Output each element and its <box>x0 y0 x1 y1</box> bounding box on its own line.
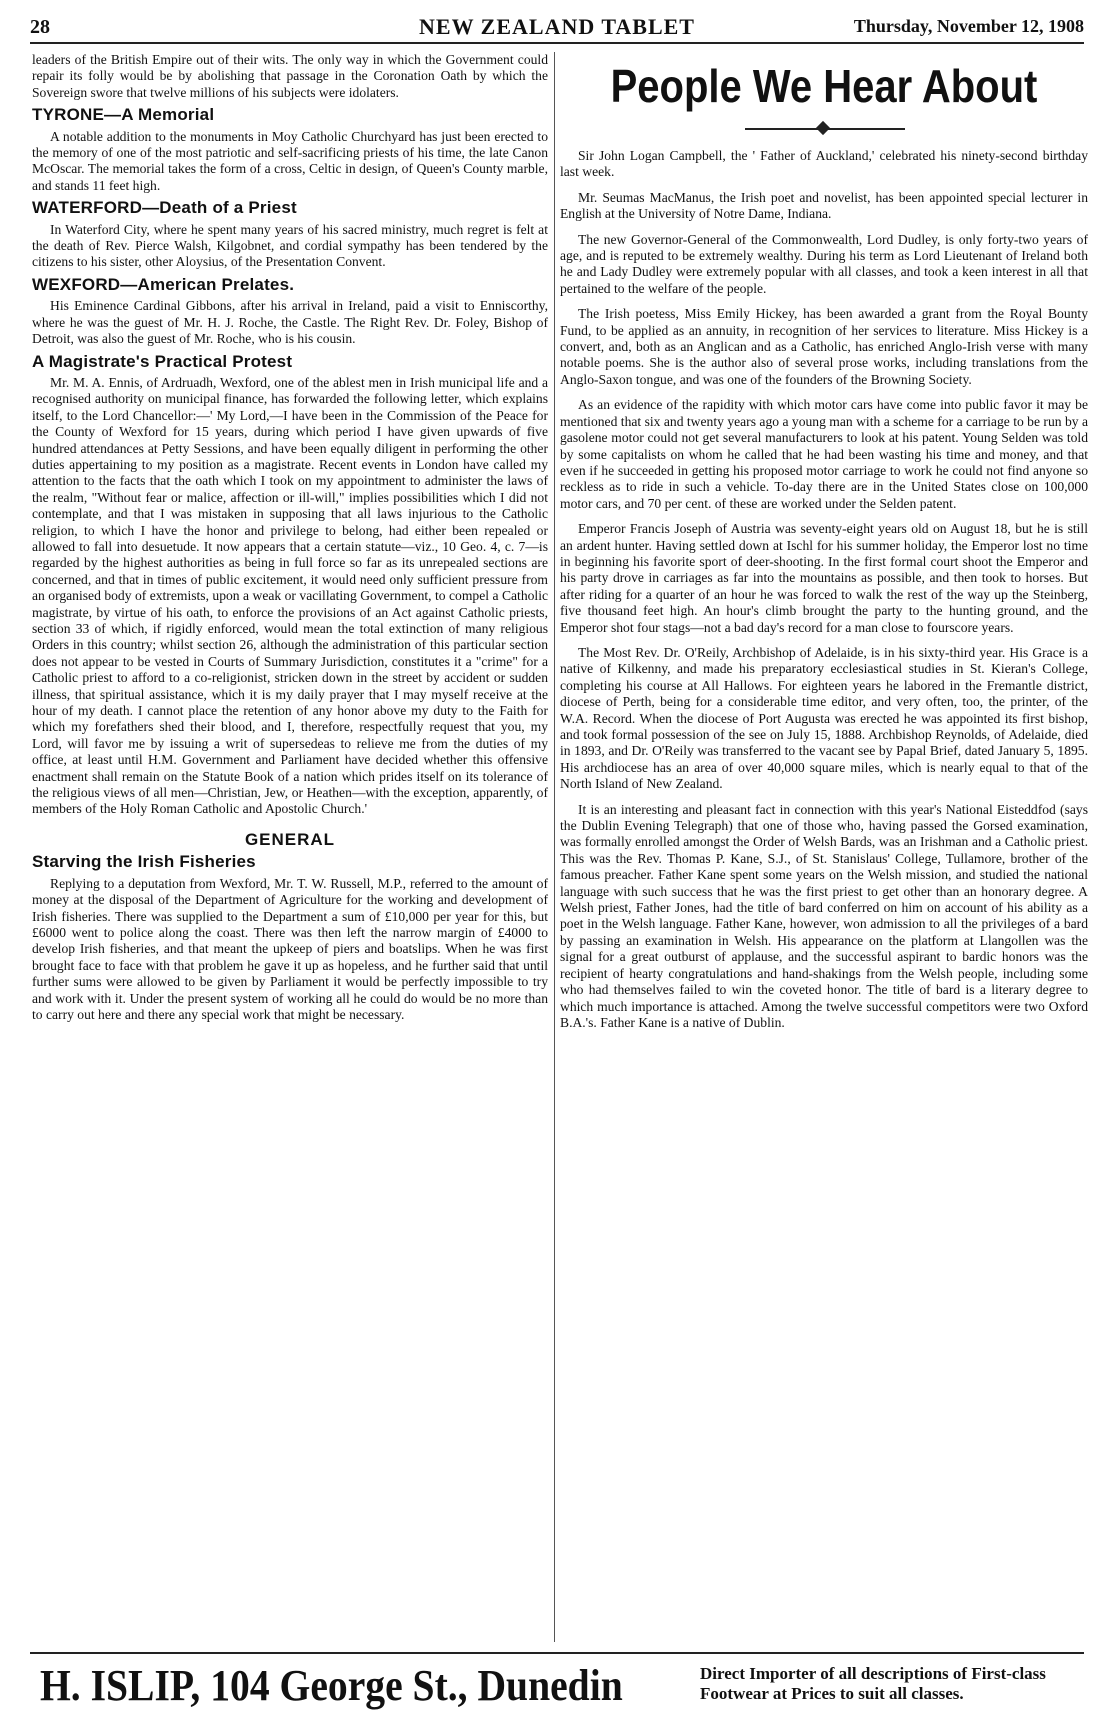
news-item: Emperor Francis Joseph of Austria was seventy-eight years old on August 18, but he is still an ardent hunter. Having settled down at Ischl for his summer holiday, the Emperor lost no time in beginning his favorite sport of deer-shooting. In the first formal court shoot the Emperor and his party drove in carriages as far into the mountains as possible, and then took to horses. But after riding for a quarter of an hour he was forced to walk the rest of the way up the Steinberg, five thousand feet high. An hour's climb brought the party to the hunting ground, and the Emperor shot four stags—not a bad day's record for a man close to fourscore years. <box>560 521 1088 635</box>
wexford-text: His Eminence Cardinal Gibbons, after his arrival in Ireland, paid a visit to Enniscorthy, where he was the guest of Mr. H. J. Roche, the Castle. The Right Rev. Dr. Foley, Bishop of Detroit, was also the guest of Mr. Roche, who is his cousin. <box>32 298 548 347</box>
news-item: As an evidence of the rapidity with which motor cars have come into public favor it may be mentioned that six and twenty years ago a young man with a scheme for a carriage to be run by a gasolene motor could not get several manufacturers to look at his patent. Young Selden was told by some capitalists on whom he called that he had been wasting his time and money, and that even if he succeeded in getting his proposed motor carriage to work he could not find anyone so reckless as to ride in such a vehicle. To-day there are in the United States close on 100,000 motor cars, and 70 per cent. of these are worked under the Selden patent. <box>560 397 1088 511</box>
news-item: The Most Rev. Dr. O'Reily, Archbishop of Adelaide, is in his sixty-third year. His Grace is a native of Kilkenny, and made his preparatory ecclesiastical studies in St. Kieran's College, completing his course at All Hallows. For eighteen years he labored in the Fremantle district, diocese of Perth, being for a considerable time editor, and very often, too, the printer, of the W.A. Record. When the diocese of Port Augusta was erected he was appointed its first bishop, and took formal possession of the see on July 15, 1888. Archbishop Reynolds, of Adelaide, died in 1893, and Dr. O'Reily was transferred to the vacant see by Papal Brief, dated January 5, 1895. His archdiocese has an area of over 40,000 square miles, which is nearly equal to that of the North Island of New Zealand. <box>560 644 1088 792</box>
title-ornament <box>560 122 1088 134</box>
magistrate-text: Mr. M. A. Ennis, of Ardruadh, Wexford, one of the ablest men in Irish municipal life and a recognised authority on municipal finance, has forwarded the following letter, which explains itself, to the Lord Chancellor:—' My Lord,—I have been in the Commission of the Peace for the County of Wexford for 15 years, during which period I have given upwards of five hundred attendances at Petty Sessions, and have been equally diligent in performing the other duties appertaining to my position as a magistrate. Recent events in London have called my attention to the facts that the oath which I took on my appointment to administer the laws of the realm, "Without fear or malice, affection or ill-will," implies possibilities which I did not contemplate, and that I was mistaken in supposing that all laws injurious to the Catholic religion, to which I have the honor and privilege to belong, had either been repealed or allowed to fall into desuetude. It now appears that a certain statute—viz., 10 Geo. 4, c. 7—is regarded by the highest authorities as being in full force so far as its unrepealed sections are concerned, and that in times of public excitement, it would need only sufficient pressure from an organised body of extremists, upon a weak or vacillating Government, to compel a Catholic magistrate, by virtue of his oath, to enforce the provisions of an Act against Catholic priests, section 33 of which, if rigidly enforced, would mean the total extinction of many religious Orders in this country; whilst section 26, although the administration of this particular section does not appear to be vested in Courts of Summary Jurisdiction, constitutes it a "crime" for a Catholic priest to afford to a co-religionist, stricken down in the street by accident or sudden illness, that spiritual assistance, which it is my daily prayer that I may myself receive at the hour of my death. I cannot place the retention of any honor above my duty to the Faith for which my forefathers shed their blood, and I, therefore, respectfully request that you, my Lord, will favor me by issuing a writ of supersedeas to relieve me from the duties of my office, at least until H.M. Government and Parliament have decided whether this offensive enactment shall remain on the Statute Book of a nation which prides itself on its tolerance of the religious views of all men—Christian, Jew, or Heathen—with the exception, apparently, of members of the Holy Roman Catholic and Apostolic Church.' <box>32 374 548 817</box>
wexford-heading: WEXFORD—American Prelates. <box>32 274 295 294</box>
news-item: Mr. Seumas MacManus, the Irish poet and novelist, has been appointed special lecturer in English at the University of Notre Dame, Indiana. <box>560 189 1088 222</box>
news-item: It is an interesting and pleasant fact in connection with this year's National Eisteddfod (says the Dublin Evening Telegraph) that one of those who, having passed the Gorsed examination, was formally enrolled amongst the Order of Welsh Bards, was an Irishman and a Catholic priest. This was the Rev. Thomas P. Kane, S.J., of St. Stanislaus' College, Tullamore, brother of the famous preacher. Father Kane spent some years on the Welsh mission, and studied the national language with such success that he was the first priest to get other than an honorary degree. A Welsh priest, Father Jones, had the title of bard conferred on him on account of his ability as a poet in the Welsh language. Father Kane, however, won admission to all the privileges of a bard by passing an examination in Welsh. His appearance on the platform at Llangollen was the signal for a great outburst of applause, and the successful aspirant to bardic honors was the recipient of hearty congratulations and hand-shakings from the Welsh people, including some who had themselves failed to win the coveted honor. The title of bard is a literary degree to which much importance is attached. Among the twelve successful competitors were two Oxford B.A.'s. Father Kane is a native of Dublin. <box>560 801 1088 1030</box>
column-divider <box>554 52 555 1642</box>
footer-rule <box>30 1652 1084 1654</box>
page-number: 28 <box>30 16 50 38</box>
news-item: The Irish poetess, Miss Emily Hickey, has been awarded a grant from the Royal Bounty Fund, to be applied as an annuity, in recognition of her services to literature. Miss Hickey is a convert, and, both as an Anglican and as a Catholic, has enriched Anglo-Irish verse with many notable poems. She is the author also of several prose works, including translations from the Anglo-Saxon tongue, and was one of the founders of the Browning Society. <box>560 306 1088 387</box>
left-column <box>32 52 548 1027</box>
right-column <box>560 52 1088 1040</box>
news-item: Sir John Logan Campbell, the ' Father of Auckland,' celebrated his ninety-second birthday last week. <box>560 148 1088 180</box>
advertiser-tagline: Direct Importer of all descriptions of First-class Footwear at Prices to suit all classes. <box>700 1664 1046 1703</box>
section-title: People We Hear About <box>610 61 1038 113</box>
waterford-text: In Waterford City, where he spent many years of his sacred ministry, much regret is felt at the death of Rev. Pierce Walsh, Kilgobnet, and cordial sympathy has been tendered by the citizens to his sister, other Aloysius, of the Presentation Convent. <box>32 221 548 270</box>
fisheries-heading: Starving the Irish Fisheries <box>32 852 256 872</box>
tyrone-heading: TYRONE—A Memorial <box>32 105 215 125</box>
waterford-heading: WATERFORD—Death of a Priest <box>32 198 297 218</box>
intro-paragraph: leaders of the British Empire out of their wits. The only way in which the Government could repair its folly would be by abolishing that passage in the Coronation Oath by which the Sovereign swore that twelve millions of his subjects were idolaters. <box>32 52 548 100</box>
footer-advertisement <box>30 1660 1084 1716</box>
advertiser-name: H. ISLIP, 104 George St., Dunedin <box>40 1661 623 1710</box>
fisheries-text: Replying to a deputation from Wexford, Mr. T. W. Russell, M.P., referred to the amount of money at the disposal of the Department of Agriculture for the working and development of Irish fisheries. There was supplied to the Department a sum of £10,000 per year for this, but £6000 went to police along the coast. There was then left the narrow margin of £4000 to develop Irish fisheries, and that meant the upkeep of piers and boatslips. When he was first brought face to face with that problem he gave it up as hopeless, and he further said that until further sums were allowed to be given by Parliament it would be perfectly impossible to try and work with it. Under the present system of working all he could do would be no more than to carry out here and there any special work that might be necessary. <box>32 875 548 1022</box>
diamond-icon <box>816 121 830 135</box>
masthead <box>30 14 1084 44</box>
magistrate-heading: A Magistrate's Practical Protest <box>32 351 293 371</box>
publication-title: NEW ZEALAND TABLET <box>419 14 695 39</box>
news-item: The new Governor-General of the Commonwealth, Lord Dudley, is only forty-two years of age, and is reputed to be extremely wealthy. During his term as Lord Lieutenant of Ireland both he and Lady Dudley were extremely popular with all classes, and took a keen interest in all that pertained to the welfare of the people. <box>560 231 1088 296</box>
tyrone-text: A notable addition to the monuments in Moy Catholic Churchyard has just been erected to the memory of one of the most patriotic and self-sacrificing priests of his time, the late Canon McOscar. The memorial takes the form of a cross, Celtic in design, of Queen's County marble, and stands 11 feet high. <box>32 128 548 193</box>
general-heading: GENERAL <box>244 829 336 849</box>
issue-date: Thursday, November 12, 1908 <box>853 16 1084 36</box>
